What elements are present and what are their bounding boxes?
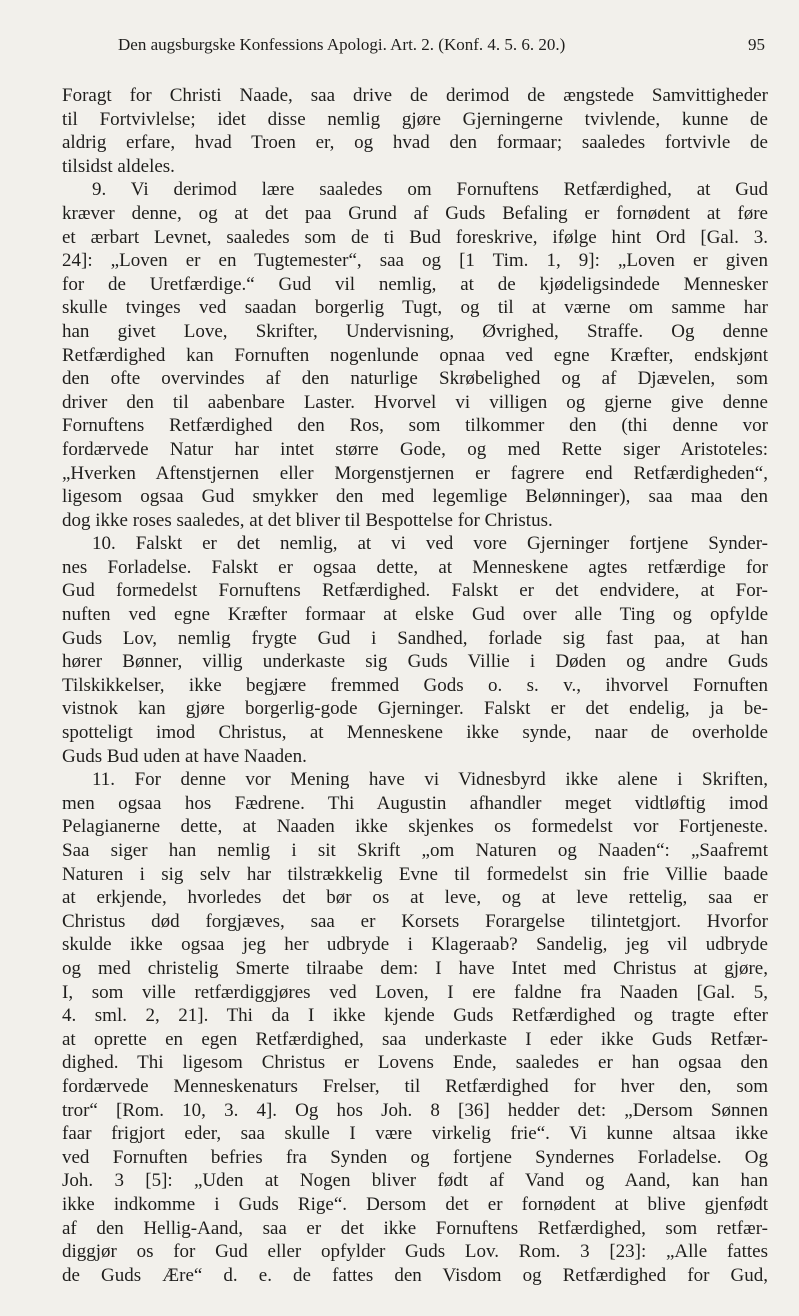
text-line: Saa siger han nemlig i sit Skrift „om Naturen og Naaden“: „Saafremt <box>62 840 768 861</box>
paragraph <box>62 532 768 768</box>
text-line: nuften ved egne Kræfter formaar at elske Gud over alle Ting og opfylde <box>62 604 768 626</box>
text-line: ved Fornuften befries fra Synden og fortjene Syndernes Forladelse. Og <box>62 1146 768 1168</box>
text-line: aldrig erfare, hvad Troen er, og hvad den formaar; saaledes fortvivle de <box>62 132 768 154</box>
paragraph <box>62 768 768 1287</box>
text-line: ikke indkomme i Guds Rige“. Dersom det er fornødent at blive gjenfødt <box>62 1193 768 1215</box>
text-line: hører Bønner, villig underkaste sig Guds Villie i Døden og andre Guds <box>62 651 768 673</box>
text-line: „Hverken Aftenstjernen eller Morgenstjernen er fagrere end Retfærdigheden“, <box>62 462 768 484</box>
text-line: Tilskikkelser, ikke begjære fremmed Gods o. s. v., ihvorvel Fornuften <box>62 674 768 696</box>
text-line: tilsidst aldeles. <box>62 155 175 177</box>
text-line: de Guds Ære“ d. e. de fattes den Visdom og Retfærdighed for Gud, <box>62 1264 768 1286</box>
text-line: 24]: „Loven er en Tugtemester“, saa og [1 Tim. 1, 9]: „Loven er given <box>62 250 768 272</box>
page-number: 95 <box>748 35 765 54</box>
text-line: 4. sml. 2, 21]. Thi da I ikke kjende Guds Retfærdighed og tragte efter <box>62 1005 768 1027</box>
text-line: Guds Bud uden at have Naaden. <box>62 745 307 767</box>
text-line: 9. Vi derimod lære saaledes om Fornuftens Retfærdighed, at Gud <box>92 179 768 201</box>
text-line: for de Uretfærdige.“ Gud vil nemlig, at de kjødeligsindede Mennesker <box>62 273 768 295</box>
text-line: tror“ [Rom. 10, 3. 4]. Og hos Joh. 8 [36] hedder det: „Dersom Sønnen <box>62 1099 768 1121</box>
text-line: et ærbart Levnet, saaledes som de ti Bud foreskrive, ifølge hint Ord [Gal. 3. <box>62 226 768 248</box>
text-line: at oprette en egen Retfærdighed, saa underkaste I eder ikke Guds Retfær- <box>62 1028 768 1050</box>
text-line: kræver denne, og at det paa Grund af Guds Befaling er fornødent at føre <box>62 202 768 224</box>
text-line: dighed. Thi ligesom Christus er Lovens Ende, saaledes er han ogsaa den <box>62 1052 768 1074</box>
text-line: af den Hellig-Aand, saa er det ikke Fornuftens Retfærdighed, som retfær- <box>62 1217 768 1239</box>
text-line: at erkjende, hvorledes det bør os at leve, og at leve rettelig, saa er <box>62 887 768 909</box>
text-line: Foragt for Christi Naade, saa drive de derimod de ængstede Samvittigheder <box>62 85 768 106</box>
text-line: spotteligt imod Christus, at Menneskene ikke synde, naar de overholde <box>62 722 768 744</box>
text-line: skulle tvinges ved saadan borgerlig Tugt, og til at værne om samme har <box>62 297 768 319</box>
text-line: Naturen i sig selv har tilstrækkelig Evne til formedelst sin frie Villie baade <box>62 863 768 885</box>
text-line: diggjør os for Gud eller opfylder Guds Lov. Rom. 3 [23]: „Alle fattes <box>62 1241 768 1263</box>
paragraph <box>62 84 768 178</box>
text-line: vistnok kan gjøre borgerlig-gode Gjerninger. Falskt er det endelig, ja be- <box>62 698 768 720</box>
text-line: ligesom ogsaa Gud smykker den med legemlige Belønninger), saa maa den <box>62 486 768 508</box>
text-line: han givet Love, Skrifter, Undervisning, Øvrighed, Straffe. Og denne <box>62 320 768 342</box>
text-line: 11. For denne vor Mening have vi Vidnesbyrd ikke alene i Skriften, <box>92 769 768 791</box>
text-line: og med christelig Smerte tilraabe dem: I have Intet med Christus at gjøre, <box>62 957 768 979</box>
paragraph <box>62 178 768 532</box>
running-title: Den augsburgske Konfessions Apologi. Art. 2. (Konf. 4. 5. 6. 20.) <box>118 35 566 54</box>
text-line: men ogsaa hos Fædrene. Thi Augustin afhandler meget vidtløftig imod <box>62 792 768 814</box>
text-line: Christus død forgjæves, saa er Korsets Forargelse tilintetgjort. Hvorfor <box>62 910 768 932</box>
text-line: Fornuftens Retfærdighed den Ros, som tilkommer den (thi denne vor <box>62 415 768 437</box>
text-line: driver den til aabenbare Laster. Hvorvel vi villigen og gjerne give denne <box>62 391 768 413</box>
text-line: 10. Falskt er det nemlig, at vi ved vore Gjerninger fortjene Synder- <box>92 533 768 555</box>
text-line: til Fortvivlelse; idet disse nemlig gjøre Gjerningerne tvivlende, kunne de <box>62 108 768 130</box>
text-line: fordærvede Natur har intet større Gode, og med Rette siger Aristoteles: <box>62 438 768 460</box>
text-line: Gud formedelst Fornuftens Retfærdighed. Falskt er det endvidere, at For- <box>62 580 768 602</box>
text-line: Pelagianerne dette, at Naaden ikke skjenkes os formedelst vor Fortjeneste. <box>62 816 768 838</box>
text-line: Joh. 3 [5]: „Uden at Nogen bliver født af Vand og Aand, kan han <box>62 1170 768 1192</box>
text-line: nes Forladelse. Falskt er ogsaa dette, at Menneskene agtes retfærdige for <box>62 556 768 578</box>
text-line: den ofte overvindes af den naturlige Skrøbelighed og af Djævelen, som <box>62 368 768 390</box>
text-line: fordærvede Menneskenaturs Frelser, til Retfærdighed for hver den, som <box>62 1075 768 1097</box>
text-line: skulde ikke ogsaa jeg her udbryde i Klageraab? Sandelig, jeg vil udbryde <box>62 934 768 956</box>
text-line: I, som ville retfærdiggjøres ved Loven, I ere faldne fra Naaden [Gal. 5, <box>62 981 768 1003</box>
text-line: dog ikke roses saaledes, at det bliver til Bespottelse for Christus. <box>62 509 553 531</box>
text-line: Guds Lov, nemlig frygte Gud i Sandhed, forlade sig fast paa, at han <box>62 627 768 649</box>
running-header <box>0 33 799 57</box>
body-text <box>62 84 768 1287</box>
text-line: faar frigjort eder, saa skulle I være virkelig frie“. Vi kunne altsaa ikke <box>62 1123 768 1145</box>
text-line: Retfærdighed kan Fornuften nogenlunde opnaa ved egne Kræfter, endskjønt <box>62 344 768 366</box>
